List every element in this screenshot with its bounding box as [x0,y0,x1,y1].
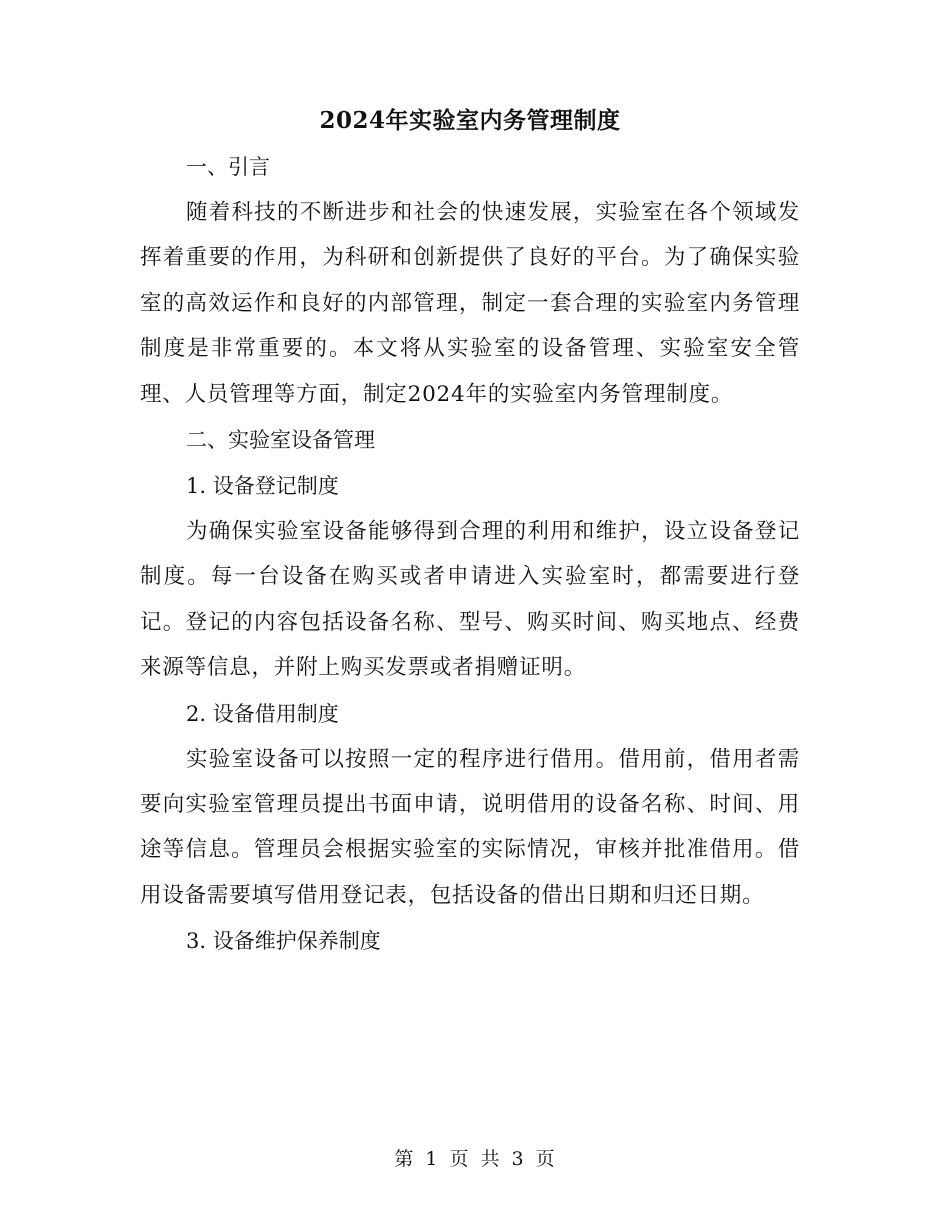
subheading-equipment-registration: 1. 设备登记制度 [186,474,339,499]
document-title: 2024年实验室内务管理制度 [319,107,621,134]
section-heading-introduction: 一、引言 [186,155,270,179]
paragraph-equipment-borrowing: 实验室设备可以按照一定的程序进行借用。借用前，借用者需要向实验室管理员提出书面申请，说明借用的设备名称、时间、用途等信息。管理员会根据实验室的实际情况，审核并批准借用。借用设备需要填写借用登记表，包括设备的借出日期和归还日期。 [140,746,800,908]
subheading-equipment-maintenance: 3. 设备维护保养制度 [186,929,381,954]
paragraph-equipment-registration: 为确保实验室设备能够得到合理的利用和维护，设立设备登记制度。每一台设备在购买或者申请进入实验室时，都需要进行登记。登记的内容包括设备名称、型号、购买时间、购买地点、经费来源等信息，并附上购买发票或者捐赠证明。 [140,519,800,681]
section-heading-equipment-management: 二、实验室设备管理 [186,428,375,453]
paragraph-introduction: 随着科技的不断进步和社会的快速发展，实验室在各个领域发挥着重要的作用，为科研和创新提供了良好的平台。为了确保实验室的高效运作和良好的内部管理，制定一套合理的实验室内务管理制度是非常重要的。本文将从实验室的设备管理、实验室安全管理、人员管理等方面，制定2024年的实验室内务管理制度。 [140,200,800,407]
subheading-equipment-borrowing: 2. 设备借用制度 [186,701,339,726]
page-footer: 第 1 页 共 3 页 [394,1148,556,1170]
document-body [140,98,800,964]
